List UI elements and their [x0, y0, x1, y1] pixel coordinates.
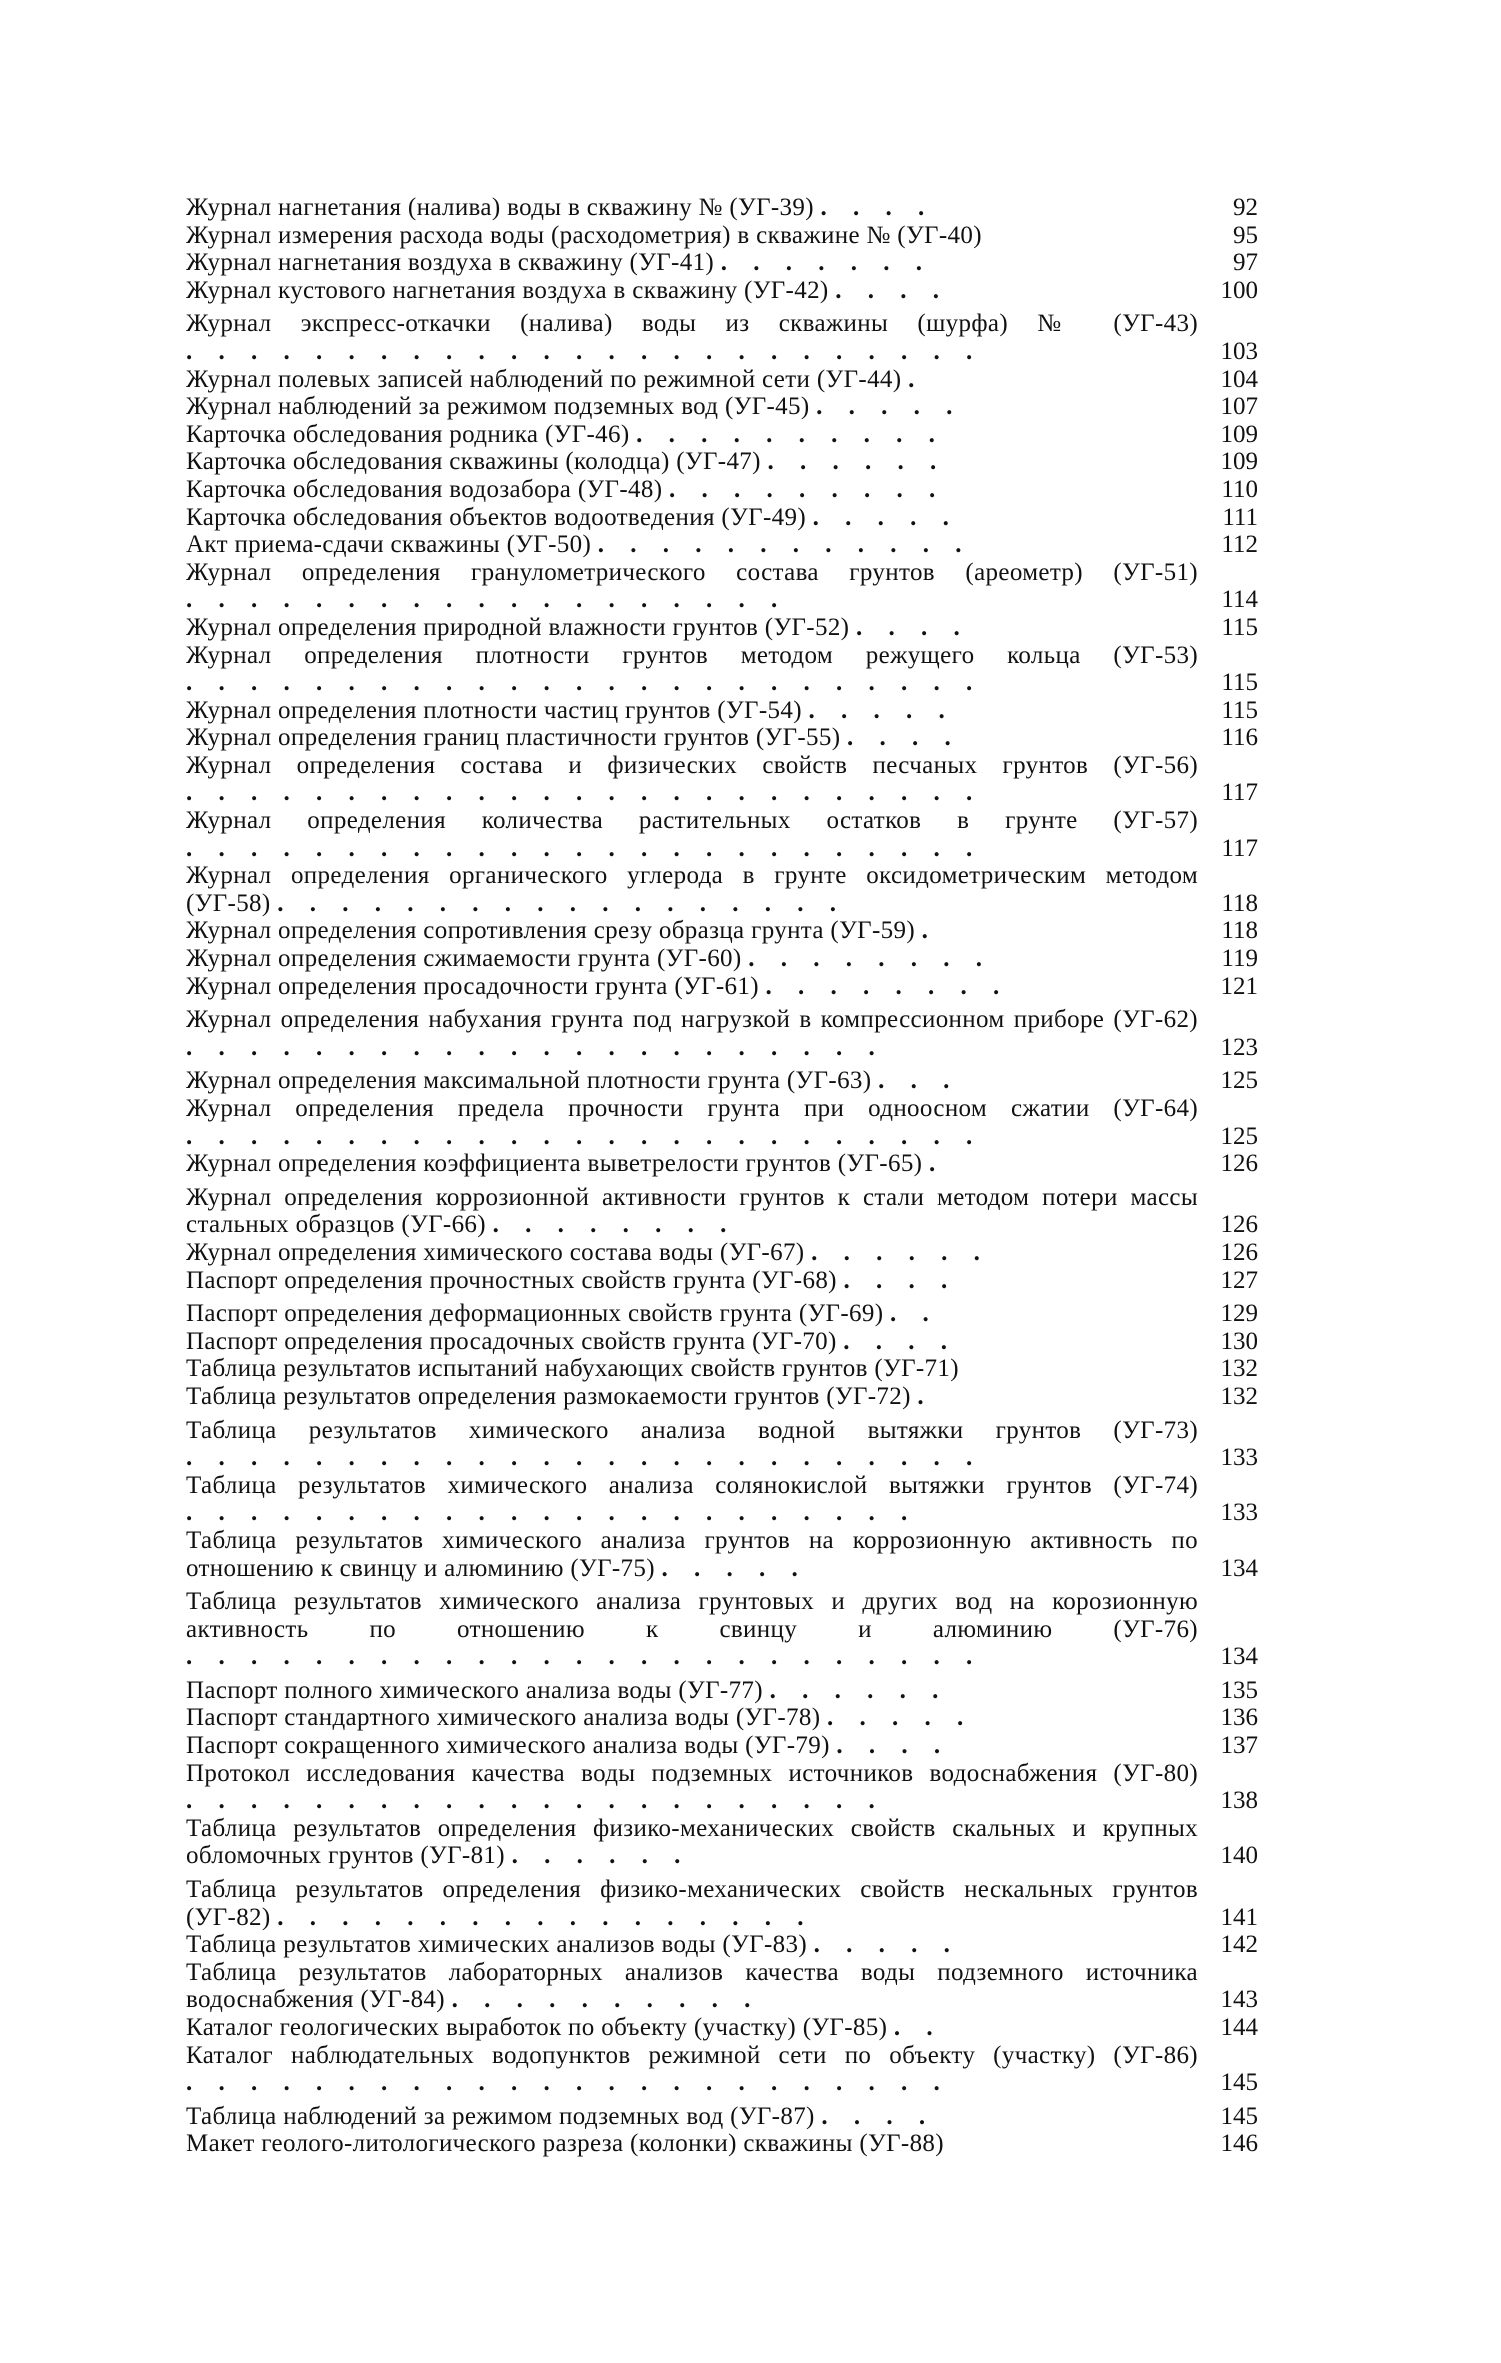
toc-entry-text-block	[186, 1527, 1198, 1582]
toc-page-number: 125	[1220, 1122, 1258, 1150]
toc-entry	[186, 2042, 1258, 2097]
toc-entry	[186, 1959, 1258, 2014]
toc-entry-text-block	[186, 945, 1198, 973]
toc-entry-title: Карточка обследования родника (УГ-46)	[186, 420, 630, 448]
toc-dot-leader: . . . . . . . . . .	[636, 420, 945, 448]
toc-entry-title: Таблица результатов испытаний набухающих свойств грунтов (УГ-71)	[186, 1355, 959, 1383]
toc-entry-text-block	[186, 1704, 1198, 1732]
toc-entry-title: Таблица результатов химических анализов воды (УГ-83)	[186, 1931, 808, 1959]
toc-page-number: 115	[1221, 696, 1258, 724]
toc-entry	[186, 1150, 1258, 1178]
toc-entry-title: Журнал определения количества растительных остатков в грунте (УГ-57)	[186, 807, 1198, 835]
toc-entry	[186, 807, 1258, 862]
toc-entry-title: Журнал определения максимальной плотности грунта (УГ-63)	[186, 1067, 872, 1095]
toc-page-number: 144	[1220, 2014, 1258, 2041]
toc-dot-leader: . . . . . . . . . . . . . . . . . .	[277, 889, 846, 917]
toc-entry-title: Карточка обследования водозабора (УГ-48)	[186, 475, 663, 503]
toc-entry	[186, 393, 1258, 421]
toc-entry	[186, 194, 1258, 222]
toc-dot-leader: . . . .	[855, 613, 970, 641]
toc-entry-text-block	[186, 973, 1198, 1001]
toc-page-number: 125	[1220, 1067, 1258, 1095]
toc-entry	[186, 1527, 1258, 1582]
toc-page-number: 92	[1233, 194, 1258, 221]
toc-entry-text-block	[186, 2042, 1198, 2097]
toc-entry-text-block	[186, 1006, 1198, 1061]
table-of-contents	[186, 194, 1258, 2158]
toc-entry	[186, 1732, 1258, 1760]
toc-page-number: 136	[1220, 1704, 1258, 1732]
toc-entry-title: Паспорт определения деформационных свойств грунта (УГ-69)	[186, 1300, 884, 1328]
toc-entry-title: Паспорт определения прочностных свойств грунта (УГ-68)	[186, 1266, 837, 1294]
toc-page-number: 100	[1220, 276, 1258, 304]
toc-dot-leader: . . . . . .	[511, 1842, 691, 1870]
toc-page-number: 104	[1220, 365, 1258, 393]
toc-entry	[186, 310, 1258, 365]
toc-entry-title: Журнал определения плотности частиц грунтов (УГ-54)	[186, 696, 802, 724]
toc-page-number: 116	[1221, 724, 1258, 752]
toc-entry	[186, 1267, 1258, 1295]
toc-entry-text-block	[186, 1328, 1198, 1356]
toc-page-number: 129	[1220, 1300, 1258, 1328]
toc-entry	[186, 1677, 1258, 1705]
toc-entry	[186, 724, 1258, 752]
toc-entry-title: Таблица результатов химического анализа водной вытяжки грунтов (УГ-73)	[186, 1416, 1198, 1444]
toc-entry	[186, 1383, 1258, 1411]
toc-entry	[186, 917, 1258, 945]
toc-dot-leader: . . . . .	[816, 393, 963, 421]
toc-entry-title: Таблица наблюдений за режимом подземных вод (УГ-87)	[186, 2102, 815, 2130]
toc-entry-title: Журнал наблюдений за режимом подземных вод (УГ-45)	[186, 393, 810, 421]
toc-dot-leader: . . . . . . . . . . . . . . . . . . . . . . . . .	[186, 669, 983, 697]
toc-page-number: 121	[1220, 972, 1258, 1000]
toc-entry-text-block	[186, 531, 1198, 559]
toc-entry-title: Журнал экспресс-откачки (налива) воды из скважины (шурфа) № (УГ-43)	[186, 310, 1198, 338]
toc-entry-title: Акт приема-сдачи скважины (УГ-50)	[186, 531, 592, 559]
toc-dot-leader: . . . . .	[813, 1931, 960, 1959]
toc-dot-leader: . . . . . . . . . . . . . . . . .	[277, 1903, 814, 1931]
toc-dot-leader: . . . . . . . . . .	[451, 1986, 761, 2014]
toc-entry-text-block	[186, 1760, 1198, 1815]
toc-entry	[186, 1184, 1258, 1239]
toc-page-number: 123	[1220, 1033, 1258, 1061]
toc-entry-title: Журнал определения границ пластичности грунтов (УГ-55)	[186, 724, 841, 752]
toc-entry-title: Таблица результатов определения размокаемости грунтов (УГ-72)	[186, 1382, 911, 1410]
toc-dot-leader: . . . . . . .	[720, 249, 932, 277]
toc-page-number: 115	[1221, 669, 1258, 697]
toc-entry	[186, 614, 1258, 642]
toc-entry-text-block	[186, 1095, 1198, 1150]
toc-page-number: 97	[1233, 249, 1258, 277]
toc-entry	[186, 2103, 1258, 2131]
toc-page-number: 133	[1220, 1444, 1258, 1472]
toc-dot-leader: . . . . .	[808, 696, 955, 724]
toc-entry-title: Журнал измерения расхода воды (расходометрия) в скважине № (УГ-40)	[186, 221, 982, 249]
toc-entry-text-block	[186, 2014, 1198, 2042]
toc-dot-leader: . . . .	[835, 276, 949, 304]
toc-entry	[186, 1815, 1258, 1870]
toc-page-number: 143	[1220, 1986, 1258, 2014]
toc-entry-title: Журнал кустового нагнетания воздуха в скважину (УГ-42)	[186, 276, 829, 304]
toc-dot-leader: . . . . . . . . . . . . . . . . . . . . . . . . .	[186, 1643, 983, 1671]
toc-entry-text-block	[186, 393, 1198, 421]
toc-dot-leader: . . . . . . . . . . . . . . . . . . . . . . .	[186, 1499, 918, 1527]
toc-entry-text-block	[186, 1472, 1198, 1527]
toc-entry-title: Каталог наблюдательных водопунктов режимной сети по объекту (участку) (УГ-86)	[186, 2041, 1198, 2069]
toc-entry-text-block	[186, 1417, 1198, 1472]
toc-page-number: 135	[1220, 1676, 1258, 1704]
toc-page-number: 140	[1220, 1842, 1258, 1870]
toc-entry-text-block	[186, 807, 1198, 862]
toc-entry	[186, 2014, 1258, 2042]
toc-entry-title: Паспорт сокращенного химического анализа воды (УГ-79)	[186, 1732, 830, 1760]
toc-entry-title: Журнал определения органического углерода в грунте оксидометрическим методом (УГ-58)	[186, 862, 1198, 917]
toc-dot-leader: .	[917, 1382, 934, 1410]
toc-entry	[186, 421, 1258, 449]
toc-dot-leader: . . .	[878, 1067, 960, 1095]
toc-page-number: 117	[1221, 834, 1258, 862]
toc-entry-title: Журнал определения просадочности грунта (УГ-61)	[186, 972, 759, 1000]
toc-entry-text-block	[186, 1239, 1198, 1267]
toc-entry-title: Журнал определения предела прочности грунта при одноосном сжатии (УГ-64)	[186, 1095, 1198, 1122]
toc-page-number: 141	[1220, 1903, 1258, 1931]
toc-entry-title: Протокол исследования качества воды подземных источников водоснабжения (УГ-80)	[186, 1759, 1198, 1787]
toc-dot-leader: . . . . . . . .	[748, 945, 992, 973]
toc-page-number: 130	[1220, 1327, 1258, 1355]
toc-dot-leader: .	[908, 365, 925, 393]
toc-entry	[186, 531, 1258, 559]
toc-entry-text-block	[186, 1267, 1198, 1295]
toc-entry-title: Каталог геологических выработок по объекту (участку) (УГ-85)	[186, 2014, 888, 2041]
toc-entry-title: Макет геолого-литологического разреза (колонки) скважины (УГ-88)	[186, 2130, 944, 2158]
toc-entry-title: Таблица результатов определения физико-механических свойств скальных и крупных обломочных грунтов (УГ-81)	[186, 1814, 1198, 1870]
toc-page-number: 114	[1221, 586, 1258, 614]
toc-entry	[186, 697, 1258, 725]
toc-entry-title: Карточка обследования скважины (колодца) (УГ-47)	[186, 448, 761, 476]
toc-entry-text-block	[186, 1931, 1198, 1959]
toc-entry-text-block	[186, 642, 1198, 697]
toc-entry-title: Журнал определения гранулометрического состава грунтов (ареометр) (УГ-51)	[186, 558, 1198, 586]
toc-page-number: 103	[1220, 337, 1258, 365]
toc-dot-leader: . . . . . . . . . . . . . . . . . . . . . . . . .	[186, 337, 983, 365]
toc-dot-leader: . . . . . . . . . . . .	[597, 531, 972, 559]
toc-page-number: 112	[1221, 531, 1258, 559]
toc-entry	[186, 1355, 1258, 1383]
toc-entry-title: Журнал определения химического состава воды (УГ-67)	[186, 1238, 805, 1266]
toc-entry-text-block	[186, 1383, 1198, 1411]
toc-dot-leader: . . . . . . . . . . . . . . . . . . .	[186, 586, 788, 614]
toc-entry-title: Журнал определения природной влажности грунтов (УГ-52)	[186, 613, 850, 641]
toc-dot-leader: . . . . .	[661, 1554, 808, 1582]
toc-page-number: 132	[1220, 1355, 1258, 1383]
toc-entry-title: Таблица результатов химического анализа грунтовых и других вод на корозионную активность по отношению к свинцу и алюминию (УГ-76)	[186, 1588, 1198, 1643]
toc-entry-text-block	[186, 1184, 1198, 1239]
toc-page-number: 111	[1222, 503, 1258, 531]
toc-entry-title: Журнал определения сжимаемости грунта (УГ-60)	[186, 945, 742, 973]
toc-dot-leader: . . . . . . . . .	[669, 475, 946, 503]
toc-entry	[186, 1067, 1258, 1095]
toc-entry-text-block	[186, 1677, 1198, 1705]
toc-dot-leader: . .	[890, 1300, 939, 1328]
toc-entry-text-block	[186, 476, 1198, 504]
toc-entry	[186, 1006, 1258, 1061]
toc-entry	[186, 945, 1258, 973]
toc-page-number: 118	[1221, 889, 1258, 917]
toc-dot-leader: . . . .	[821, 2102, 936, 2130]
toc-dot-leader: .	[921, 917, 938, 945]
toc-entry-text-block	[186, 614, 1198, 642]
toc-page-number: 126	[1220, 1211, 1258, 1239]
toc-entry-text-block	[186, 1959, 1198, 2014]
toc-page-number: 109	[1220, 448, 1258, 476]
toc-entry	[186, 862, 1258, 917]
toc-entry	[186, 222, 1258, 250]
toc-dot-leader: . . . . . . . .	[492, 1211, 737, 1239]
toc-dot-leader: . . . .	[820, 194, 935, 221]
toc-entry-text-block	[186, 249, 1198, 277]
toc-entry-text-block	[186, 917, 1198, 945]
toc-entry-text-block	[186, 1067, 1198, 1095]
toc-page-number: 142	[1220, 1931, 1258, 1959]
toc-page-number: 127	[1220, 1266, 1258, 1294]
toc-entry	[186, 277, 1258, 305]
toc-dot-leader: . . . . . .	[769, 1676, 949, 1704]
toc-entry	[186, 559, 1258, 614]
toc-entry-title: Карточка обследования объектов водоотведения (УГ-49)	[186, 503, 806, 531]
toc-entry-text-block	[186, 559, 1198, 614]
toc-dot-leader: . . . . .	[812, 503, 959, 531]
toc-page-number: 145	[1220, 2069, 1258, 2097]
toc-page-number: 107	[1220, 393, 1258, 421]
toc-entry	[186, 1704, 1258, 1732]
toc-entry-title: Паспорт определения просадочных свойств грунта (УГ-70)	[186, 1327, 837, 1355]
toc-entry-text-block	[186, 366, 1198, 394]
toc-entry-text-block	[186, 697, 1198, 725]
toc-dot-leader: . . . . . . . . . . . . . . . . . . . . . . . . .	[186, 1122, 983, 1150]
toc-entry	[186, 1417, 1258, 1472]
toc-entry-text-block	[186, 752, 1198, 807]
toc-dot-leader: . . . . . . . . . . . . . . . . . . . . . . . . .	[186, 1444, 983, 1472]
toc-page-number: 132	[1220, 1382, 1258, 1410]
toc-entry-title: Таблица результатов химического анализа грунтов на коррозионную активность по отношению к свинцу и алюминию (УГ-75)	[186, 1526, 1198, 1582]
toc-entry	[186, 1300, 1258, 1328]
toc-entry-text-block	[186, 310, 1198, 365]
toc-entry	[186, 476, 1258, 504]
toc-dot-leader: . . . . . .	[811, 1238, 990, 1266]
toc-page-number: 119	[1221, 945, 1258, 973]
toc-page-number: 109	[1220, 420, 1258, 448]
toc-entry	[186, 448, 1258, 476]
toc-dot-leader: . . . . . . . . . . . . . . . . . . . . . . . .	[186, 2069, 950, 2097]
toc-dot-leader: . . . .	[843, 1266, 958, 1294]
toc-entry-title: Таблица результатов лабораторных анализов качества воды подземного источника водоснабжения (УГ-84)	[186, 1958, 1198, 2014]
toc-entry	[186, 1095, 1258, 1150]
toc-entry-text-block	[186, 1732, 1198, 1760]
toc-entry-title: Таблица результатов химического анализа солянокислой вытяжки грунтов (УГ-74)	[186, 1471, 1198, 1499]
toc-page-number: 117	[1221, 779, 1258, 807]
toc-entry-text-block	[186, 1588, 1198, 1671]
toc-entry	[186, 1328, 1258, 1356]
toc-entry	[186, 1876, 1258, 1931]
toc-entry	[186, 973, 1258, 1001]
toc-dot-leader: . . . . . . . . . . . . . . . . . . . . . . . . .	[186, 834, 983, 862]
toc-entry-text-block	[186, 1876, 1198, 1931]
toc-entry-title: Журнал определения сопротивления срезу образца грунта (УГ-59)	[186, 917, 916, 945]
toc-entry	[186, 1472, 1258, 1527]
toc-entry-title: Журнал определения состава и физических свойств песчаных грунтов (УГ-56)	[186, 751, 1198, 779]
toc-entry-text-block	[186, 277, 1198, 305]
toc-entry-title: Журнал нагнетания воздуха в скважину (УГ-41)	[186, 249, 715, 277]
toc-page-number: 134	[1220, 1643, 1258, 1671]
toc-page-number: 126	[1220, 1150, 1258, 1178]
toc-entry-title: Журнал нагнетания (налива) воды в скважину № (УГ-39)	[186, 194, 814, 221]
toc-entry	[186, 2130, 1258, 2158]
toc-dot-leader: . . . .	[836, 1732, 951, 1760]
toc-page-number: 95	[1233, 221, 1258, 249]
toc-dot-leader: . . . .	[843, 1327, 958, 1355]
toc-page-number: 145	[1220, 2102, 1258, 2130]
toc-entry	[186, 504, 1258, 532]
toc-dot-leader: . . . . . . . .	[765, 972, 1010, 1000]
toc-entry-text-block	[186, 421, 1198, 449]
toc-entry	[186, 1239, 1258, 1267]
toc-page-number: 146	[1220, 2130, 1258, 2158]
toc-entry-title: Журнал определения коррозионной активности грунтов к стали методом потери массы стальных образцов (УГ-66)	[186, 1183, 1198, 1239]
toc-entry-title: Паспорт полного химического анализа воды (УГ-77)	[186, 1676, 763, 1704]
toc-dot-leader: . . . . . . . . . . . . . . . . . . . . . .	[186, 1787, 885, 1815]
toc-page-number: 126	[1220, 1238, 1258, 1266]
toc-entry-text-block	[186, 194, 1198, 222]
toc-entry-title: Журнал определения набухания грунта под нагрузкой в компрессионном приборе (УГ-62)	[186, 1006, 1198, 1034]
toc-entry-text-block	[186, 1355, 1198, 1383]
toc-entry-title: Таблица результатов определения физико-механических свойств нескальных грунтов (УГ-82)	[186, 1876, 1198, 1931]
toc-page-number: 133	[1220, 1499, 1258, 1527]
toc-entry-text-block	[186, 222, 1198, 250]
toc-entry	[186, 1760, 1258, 1815]
toc-entry-text-block	[186, 504, 1198, 532]
toc-entry-text-block	[186, 1300, 1198, 1328]
toc-entry-title: Паспорт стандартного химического анализа воды (УГ-78)	[186, 1704, 821, 1732]
toc-page-number: 134	[1220, 1554, 1258, 1582]
toc-entry-text-block	[186, 724, 1198, 752]
toc-entry-text-block	[186, 862, 1198, 917]
toc-entry-text-block	[186, 448, 1198, 476]
toc-entry-title: Журнал определения коэффициента выветрелости грунтов (УГ-65)	[186, 1150, 923, 1178]
toc-page-number: 110	[1221, 475, 1258, 503]
toc-page-number: 118	[1221, 917, 1258, 945]
toc-dot-leader: . .	[893, 2014, 943, 2041]
toc-dot-leader: . . . . . .	[767, 448, 947, 476]
toc-entry-text-block	[186, 2103, 1198, 2131]
toc-entry	[186, 1931, 1258, 1959]
toc-entry-text-block	[186, 2130, 1198, 2158]
toc-entry-text-block	[186, 1815, 1198, 1870]
toc-dot-leader: . . . .	[847, 724, 961, 752]
toc-page-number: 138	[1220, 1787, 1258, 1815]
toc-entry-title: Журнал определения плотности грунтов методом режущего кольца (УГ-53)	[186, 641, 1198, 669]
toc-entry	[186, 366, 1258, 394]
toc-entry	[186, 249, 1258, 277]
toc-dot-leader: .	[928, 1150, 946, 1178]
toc-entry-title: Журнал полевых записей наблюдений по режимной сети (УГ-44)	[186, 365, 902, 393]
toc-dot-leader: . . . . . . . . . . . . . . . . . . . . . . . . .	[186, 779, 983, 807]
toc-page-number: 115	[1221, 613, 1258, 641]
toc-page-number: 137	[1220, 1732, 1258, 1760]
toc-entry-text-block	[186, 1150, 1198, 1178]
toc-entry	[186, 1588, 1258, 1671]
toc-dot-leader: . . . . . . . . . . . . . . . . . . . . . .	[186, 1033, 885, 1061]
toc-entry	[186, 642, 1258, 697]
toc-entry	[186, 752, 1258, 807]
toc-dot-leader: . . . . .	[827, 1704, 974, 1732]
